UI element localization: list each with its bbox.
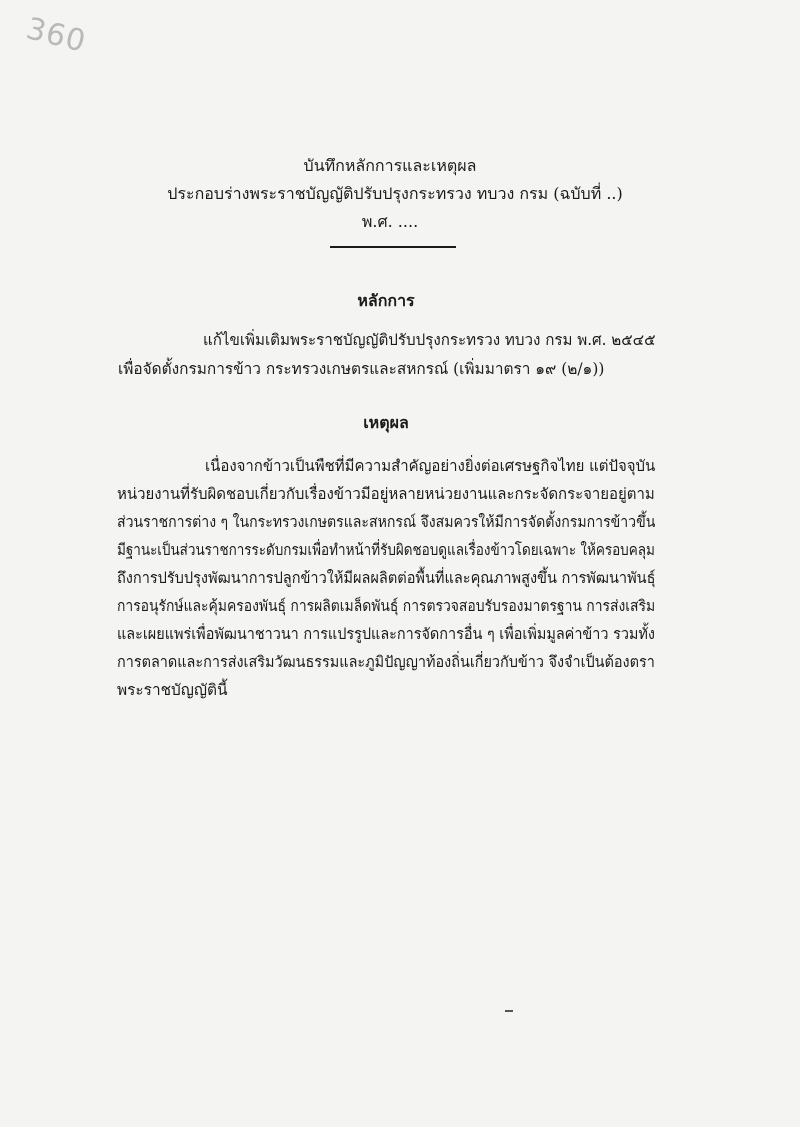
principle-heading: หลักการ xyxy=(357,291,415,310)
principle-line: แก้ไขเพิ่มเติมพระราชบัญญัติปรับปรุงกระทรวง ทบวง กรม พ.ศ. ๒๕๔๕ xyxy=(203,331,656,349)
page-number: 360 xyxy=(22,11,90,60)
reason-line: พระราชบัญญัตินี้ xyxy=(117,681,228,699)
reason-heading: เหตุผล xyxy=(363,413,409,432)
principle-line: เพื่อจัดตั้งกรมการข้าว กระทรวงเกษตรและสหกรณ์ (เพิ่มมาตรา ๑๙ (๒/๑)) xyxy=(118,360,605,378)
reason-line: และเผยแพร่เพื่อพัฒนาชาวนา การแปรรูปและการจัดการอื่น ๆ เพื่อเพิ่มมูลค่าข้าว รวมทั้ง xyxy=(117,625,655,643)
header-year: พ.ศ. .... xyxy=(361,212,419,231)
header-divider xyxy=(330,246,456,248)
reason-line: ถึงการปรับปรุงพัฒนาการปลูกข้าวให้มีผลผลิตต่อพื้นที่และคุณภาพสูงขึ้น การพัฒนาพันธุ์ xyxy=(117,569,656,587)
reason-line: หน่วยงานที่รับผิดชอบเกี่ยวกับเรื่องข้าวมีอยู่หลายหน่วยงานและกระจัดกระจายอยู่ตาม xyxy=(117,485,655,503)
reason-line: ส่วนราชการต่าง ๆ ในกระทรวงเกษตรและสหกรณ์ จึงสมควรให้มีการจัดตั้งกรมการข้าวขึ้น xyxy=(117,513,656,531)
header-title: บันทึกหลักการและเหตุผล xyxy=(303,156,477,175)
document-header xyxy=(0,152,800,236)
reason-line: การอนุรักษ์และคุ้มครองพันธุ์ การผลิตเมล็ดพันธุ์ การตรวจสอบรับรองมาตรฐาน การส่งเสริม xyxy=(117,597,656,615)
header-subtitle: ประกอบร่างพระราชบัญญัติปรับปรุงกระทรวง ทบวง กรม (ฉบับที่ ..) xyxy=(167,184,623,203)
reason-line: การตลาดและการส่งเสริมวัฒนธรรมและภูมิปัญญาท้องถิ่นเกี่ยวกับข้าว จึงจำเป็นต้องตรา xyxy=(117,653,655,671)
reason-line: มีฐานะเป็นส่วนราชการระดับกรมเพื่อทำหน้าที่รับผิดชอบดูแลเรื่องข้าวโดยเฉพาะ ให้ครอบคลุม xyxy=(117,541,655,559)
scan-mark xyxy=(505,1010,513,1012)
reason-line: เนื่องจากข้าวเป็นพืชที่มีความสำคัญอย่างยิ่งต่อเศรษฐกิจไทย แต่ปัจจุบัน xyxy=(205,457,656,475)
